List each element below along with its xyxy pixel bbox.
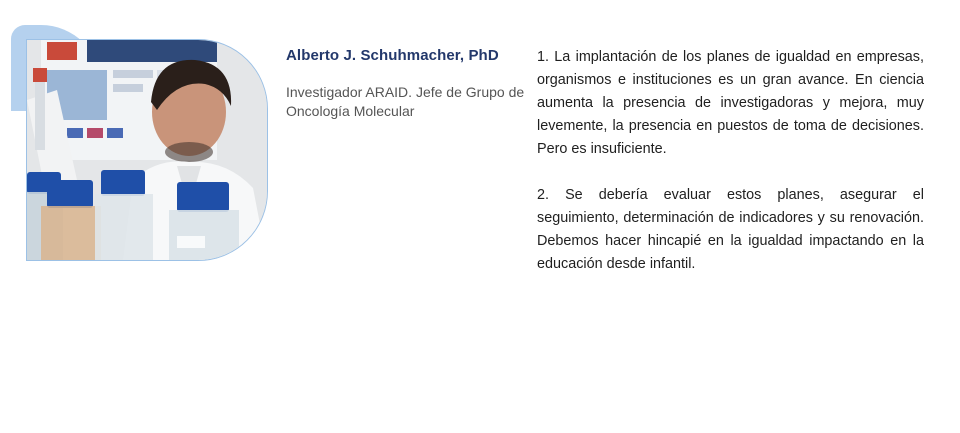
profile-photo [26,39,268,261]
profile-photo-block [11,25,269,261]
answers-block [537,46,924,276]
person-info [286,47,526,121]
person-role: Investigador ARAID. Jefe de Grupo de Oncología Molecular [286,84,525,119]
person-name: Alberto J. Schuhmacher, PhD [286,47,499,64]
portrait-photo-icon [27,40,267,260]
answer-2: 2. Se debería evaluar estos planes, asegurar el seguimiento, determinación de indicadores y su renovación. Debemos hacer hincapié en la igualdad impactando en la educación desde infantil. [537,187,924,272]
answer-1: 1. La implantación de los planes de igualdad en empresas, organismos e instituciones es un gran avance. En ciencia aumenta la presencia de investigadoras y mejora, muy levemente, la presencia en puestos de toma de decisiones. Pero es insuficiente. [537,49,924,157]
